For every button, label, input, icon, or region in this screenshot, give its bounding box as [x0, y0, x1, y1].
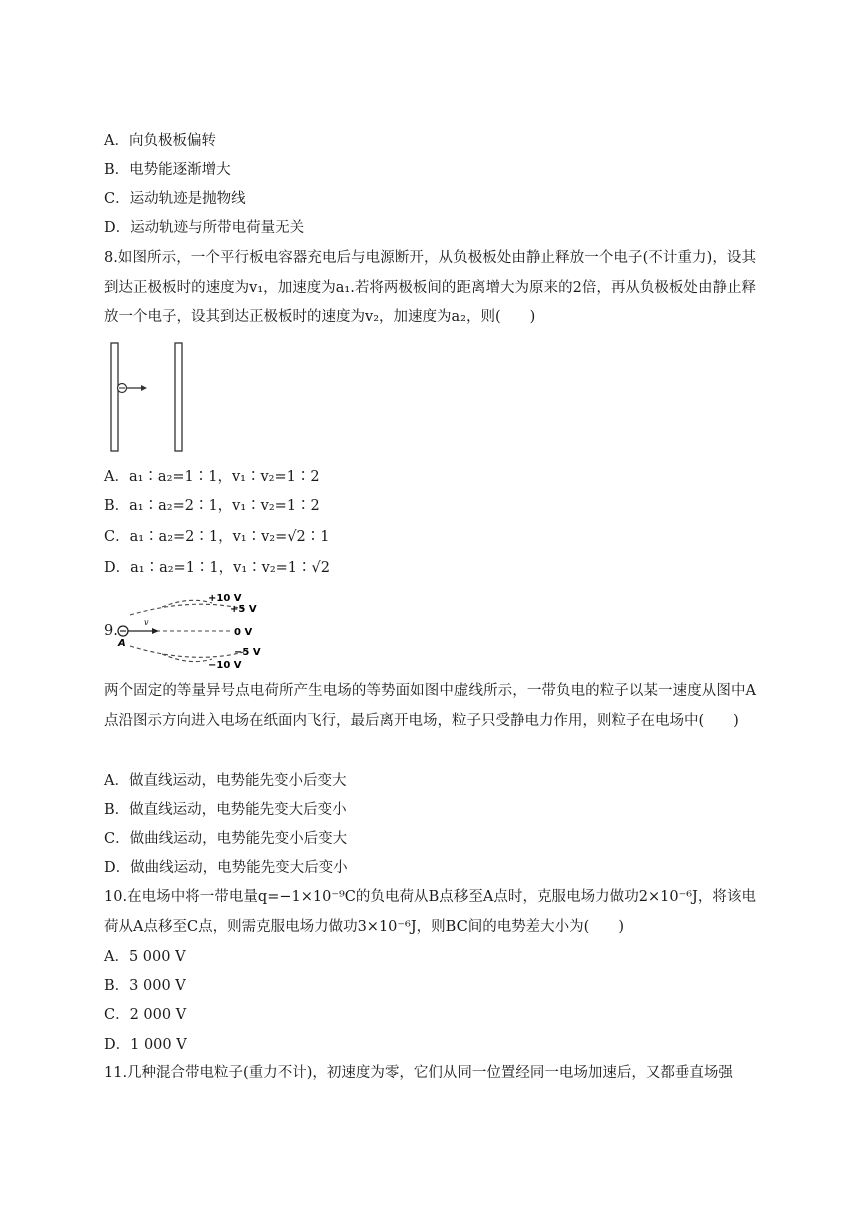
label-plus5v: +5 V: [230, 604, 257, 615]
q10-option-a: A．5 000 V: [104, 949, 186, 965]
q8-option-c: C．a₁∶a₂=2∶1，v₁∶v₂=√2∶1: [104, 529, 330, 545]
q7-option-a: A．向负极板偏转: [104, 133, 216, 149]
q9-option-b: B．做直线运动，电势能先变大后变小: [104, 802, 347, 818]
q10-stem: 10.在电场中将一带电量q=−1×10⁻⁹C的负电荷从B点移至A点时，克服电场力做功2×10⁻⁶J，将该电荷从A点移至C点，则需克服电场力做功3×10⁻⁶J，则BC间的电势差大小为( ): [104, 889, 756, 935]
q7-option-c: C．运动轨迹是抛物线: [104, 191, 246, 207]
q9-option-c: C．做曲线运动，电势能先变小后变大: [104, 831, 348, 847]
label-0v: 0 V: [234, 627, 253, 638]
q8-option-b: B．a₁∶a₂=2∶1，v₁∶v₂=1∶2: [104, 498, 320, 514]
q7-option-b: B．电势能逐渐增大: [104, 162, 231, 178]
q8-option-a: A．a₁∶a₂=1∶1，v₁∶v₂=1∶2: [104, 469, 320, 485]
label-v: v: [144, 618, 149, 627]
label-minus5v: −5 V: [234, 647, 261, 658]
label-plus10v: +10 V: [208, 593, 242, 604]
capacitor-figure: [106, 340, 190, 454]
q7-option-d: D．运动轨迹与所带电荷量无关: [104, 220, 305, 236]
q10-option-c: C．2 000 V: [104, 1007, 187, 1023]
q11-stem: 11.几种混合带电粒子(重力不计)，初速度为零，它们从同一位置经同一电场加速后，又都垂直场强: [104, 1065, 733, 1081]
q8-stem: 8.如图所示，一个平行板电容器充电后与电源断开，从负极板处由静止释放一个电子(不计重力)，设其到达正极板时的速度为v₁，加速度为a₁.若将两极板间的距离增大为原来的2倍，再从负极板处由静止释放一个电子，设其到达正极板时的速度为v₂，加速度为a₂，则( ): [104, 250, 756, 326]
label-point-a: A: [118, 638, 126, 649]
q10-option-d: D．1 000 V: [104, 1037, 187, 1053]
q9-option-a: A．做直线运动，电势能先变小后变大: [104, 773, 347, 789]
equipotential-figure: [112, 588, 272, 672]
q10-option-b: B．3 000 V: [104, 978, 186, 994]
label-minus10v: −10 V: [208, 660, 242, 671]
q9-stem: 两个固定的等量异号点电荷所产生电场的等势面如图中虚线所示，一带负电的粒子以某一速度从图中A点沿图示方向进入电场在纸面内飞行，最后离开电场，粒子只受静电力作用，则粒子在电场中( ): [104, 683, 756, 729]
q9-option-d: D．做曲线运动，电势能先变大后变小: [104, 860, 348, 876]
q9-number: 9.: [104, 623, 118, 639]
q8-option-d: D．a₁∶a₂=1∶1，v₁∶v₂=1∶√2: [104, 560, 330, 576]
